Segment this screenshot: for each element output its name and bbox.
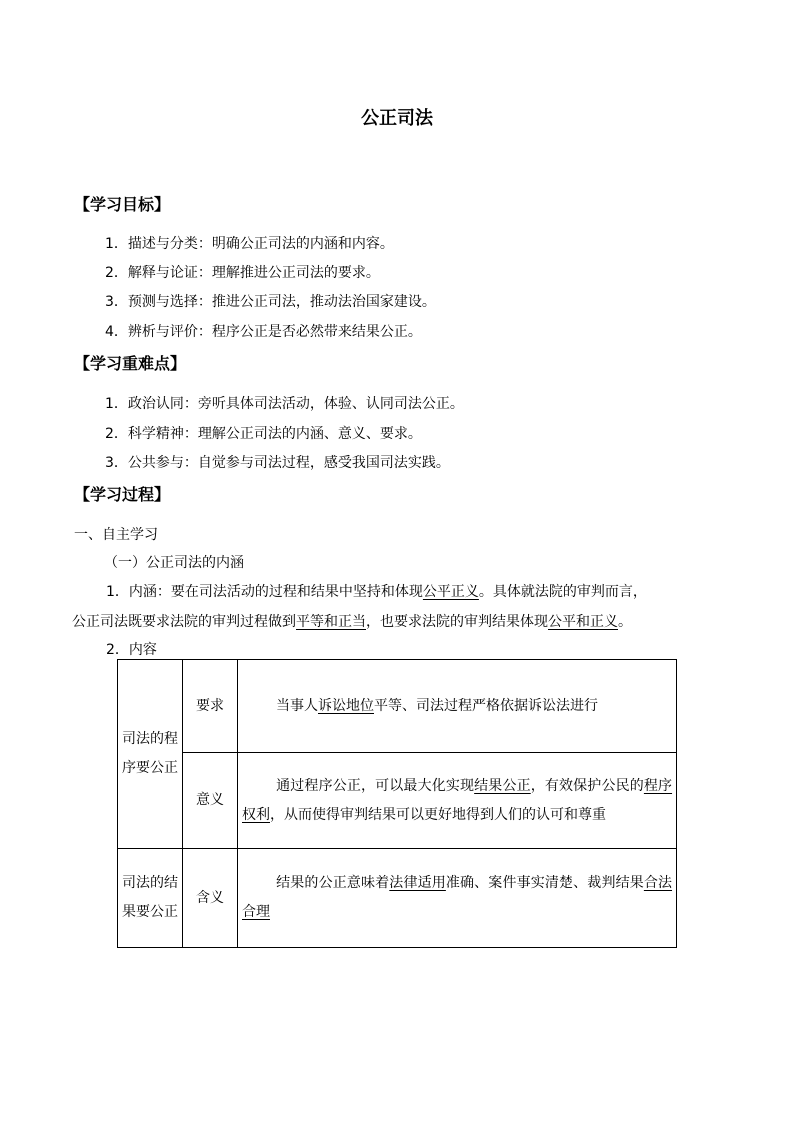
definition-desc-cell xyxy=(238,849,677,948)
learning-goal-item: 1．描述与分类：明确公正司法的内涵和内容。 xyxy=(105,236,394,252)
key-point-item: 3．公共参与：自觉参与司法过程，感受我国司法实践。 xyxy=(105,455,450,471)
table-row xyxy=(118,660,677,753)
table-row xyxy=(118,849,677,948)
text-run: 平等、司法过程严格依据诉讼法进行 xyxy=(374,697,598,714)
text-run: 。 xyxy=(618,614,632,630)
underlined-answer: 结果公正 xyxy=(474,777,531,794)
learning-process-heading: 【学习过程】 xyxy=(74,485,171,504)
page-title: 公正司法 xyxy=(361,108,433,129)
subsection-heading: （一）公正司法的内涵 xyxy=(104,555,244,571)
table-row xyxy=(118,753,677,849)
text-run: 公正司法既要求法院的审判过程做到 xyxy=(72,614,296,630)
definition-label-cell: 含义 xyxy=(183,849,238,948)
learning-goal-item: 2．解释与论证：理解推进公正司法的要求。 xyxy=(105,265,380,281)
key-point-item: 1．政治认同：旁听具体司法活动，体验、认同司法公正。 xyxy=(105,396,464,412)
learning-goal-item: 4．辨析与评价：程序公正是否必然带来结果公正。 xyxy=(105,324,422,340)
key-points-heading: 【学习重难点】 xyxy=(74,354,187,373)
meaning-paragraph-line1 xyxy=(106,581,647,601)
significance-desc-cell xyxy=(238,753,677,849)
text-run: 结果的公正意味着 xyxy=(276,875,390,891)
underlined-answer: 诉讼地位 xyxy=(318,697,374,714)
underlined-answer: 平等和正当 xyxy=(296,614,366,630)
underlined-answer: 合法合理 xyxy=(242,875,673,920)
learning-goals-heading: 【学习目标】 xyxy=(74,195,171,214)
underlined-answer: 程序权利 xyxy=(242,777,673,823)
text-run: ，也要求法院的审判结果体现 xyxy=(366,614,548,630)
requirement-desc-cell xyxy=(238,660,677,753)
underlined-answer: 公平和正义 xyxy=(548,614,618,630)
requirement-label-cell: 要求 xyxy=(183,660,238,753)
text-run: 通过程序公正，可以最大化实现 xyxy=(276,777,475,794)
underlined-answer: 公平正义 xyxy=(422,584,479,600)
meaning-paragraph-line2 xyxy=(72,611,632,631)
significance-label-cell: 意义 xyxy=(183,753,238,849)
procedure-category-cell: 司法的程序要公正 xyxy=(118,660,183,849)
underlined-answer: 法律适用 xyxy=(389,875,446,891)
text-run: 。具体就法院的审判而言， xyxy=(478,584,647,600)
text-run: ，有效保护公民的 xyxy=(530,777,644,794)
learning-goal-item: 3．预测与选择：推进公正司法，推动法治国家建设。 xyxy=(105,294,436,310)
content-table xyxy=(117,659,677,948)
key-point-item: 2．科学精神：理解公正司法的内涵、意义、要求。 xyxy=(105,426,422,442)
part-heading: 一、自主学习 xyxy=(74,527,158,543)
content-label: 2．内容 xyxy=(106,642,157,658)
text-run: 当事人 xyxy=(276,697,318,714)
text-run: 1．内涵：要在司法活动的过程和结果中坚持和体现 xyxy=(106,584,423,600)
result-category-cell: 司法的结果要公正 xyxy=(118,849,183,948)
text-run: ，从而使得审判结果可以更好地得到人们的认可和尊重 xyxy=(270,806,606,823)
text-run: 准确、案件事实清楚、裁判结果 xyxy=(445,875,644,891)
